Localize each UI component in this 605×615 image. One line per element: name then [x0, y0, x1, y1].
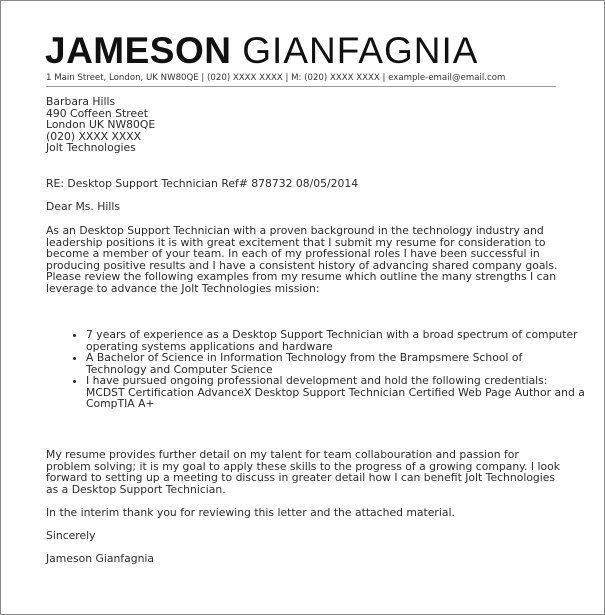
salutation: Dear Ms. Hills	[46, 200, 120, 213]
recipient-phone: (020) XXXX XXXX	[46, 129, 142, 143]
recipient-company: Jolt Technologies	[46, 141, 136, 154]
contact-line: 1 Main Street, London, UK NW80QE | (020) XXXX XXXX | M: (020) XXXX XXXX | example-email@email.com	[46, 73, 506, 83]
intro-paragraph: As an Desktop Support Technician with a proven background in the technology industry and leadership positions it is with great excitement that I submit my resume for consideration to become a member of your team. In each of my professional roles I have been successful in producing positive results and I have a consistent history of advancing shared company goals. Please review the following examples from my resume which outline the many strengths I can leverage to advance the Jolt Technologies mission:	[46, 224, 558, 295]
reference-line: RE: Desktop Support Technician Ref# 878732 08/05/2014	[46, 177, 359, 190]
last-name: GIANFAGNIA	[242, 30, 479, 71]
qualifications-list	[46, 329, 586, 410]
list-item: • A Bachelor of Science in Information Technology from the Brampsmere School of Technology and Computer Science	[86, 352, 586, 375]
first-name: JAMESON	[45, 30, 232, 71]
closing-paragraph: My resume provides further detail on my talent for team collabouration and passion for problem solving; it is my goal to apply these skills to the progress of a growing company. I look forward to setting up a meeting to discuss in greater detail how I can benefit Jolt Technologies as a Desktop Support Technician.	[46, 448, 560, 496]
recipient-street: 490 Coffeen Street	[46, 106, 148, 120]
thanks-line: In the interim thank you for reviewing this letter and the attached material.	[46, 506, 455, 519]
applicant-name	[45, 29, 478, 73]
recipient-address	[46, 96, 566, 154]
list-item: • 7 years of experience as a Desktop Support Technician with a broad spectrum of computer operating systems applications and hardware	[86, 329, 586, 352]
header-divider	[46, 86, 556, 87]
signature-name: Jameson Gianfagnia	[46, 552, 155, 565]
recipient-city: London UK NW80QE	[46, 118, 156, 131]
recipient-name: Barbara Hills	[46, 95, 116, 108]
signoff: Sincerely	[46, 529, 96, 542]
list-item: • I have pursued ongoing professional development and hold the following credentials: MCDST Certification AdvanceX Desktop Support Technician Certified Web Page Author and a CompTIA A+	[86, 375, 586, 410]
